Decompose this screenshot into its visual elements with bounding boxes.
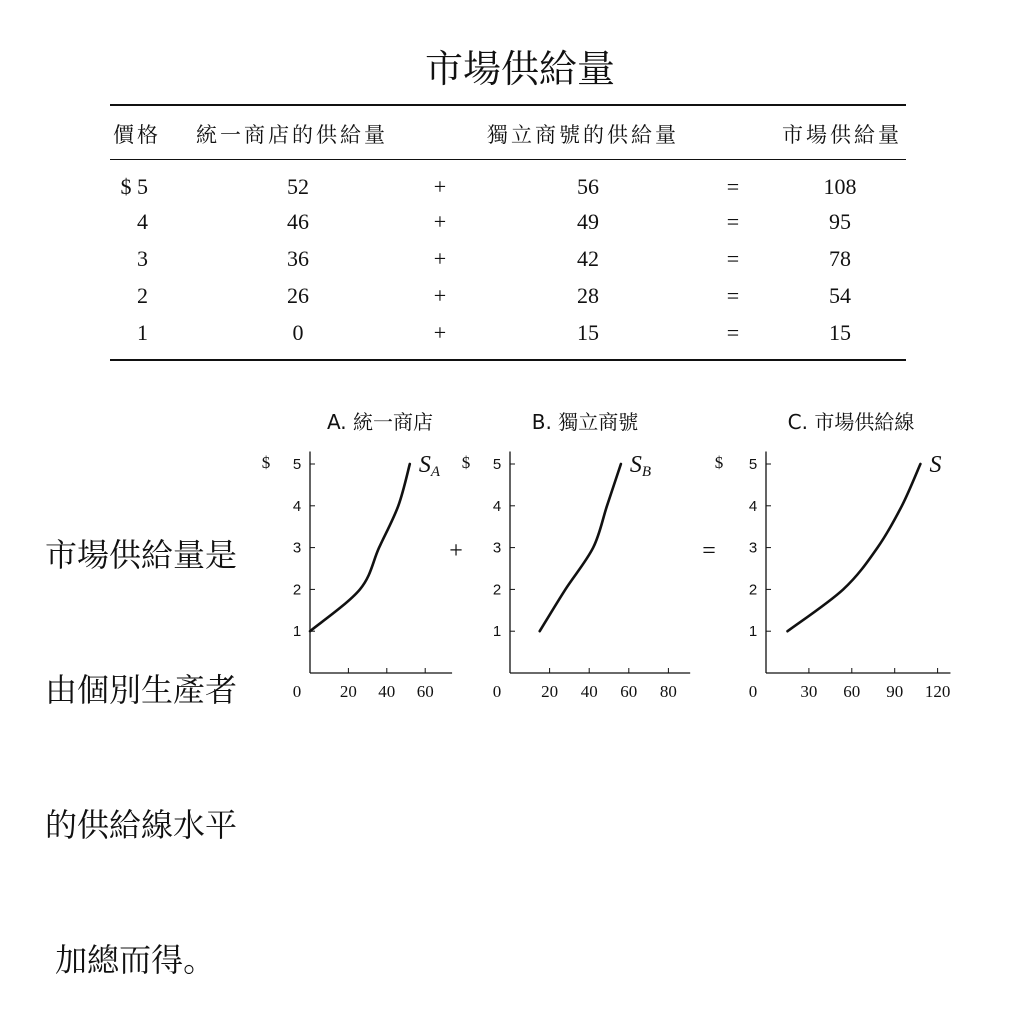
- chart-b-y-tick-label: 2: [492, 581, 502, 599]
- store-b-cell: 42: [577, 246, 599, 271]
- price-cell: 2: [137, 283, 148, 308]
- supply-curve-c: [788, 464, 921, 631]
- chart-b-y-tick-label: 5: [492, 456, 502, 473]
- chart-a-title: A. 統一商店: [326, 410, 434, 434]
- table-header-rule: [110, 159, 906, 160]
- chart-equals-operator: =: [702, 538, 716, 564]
- chart-a-x-tick-label: 0: [292, 682, 302, 701]
- chart-b-x-tick-label: 0: [492, 682, 502, 701]
- chart-c-x-tick-label: 30: [800, 682, 818, 701]
- store-b-cell: 56: [577, 174, 599, 199]
- store-b-cell: 28: [577, 283, 599, 308]
- chart-a: [262, 410, 452, 701]
- table-row: [0, 174, 1024, 200]
- chart-c-x-tick-label: 60: [843, 682, 861, 701]
- store-a-cell: 36: [287, 246, 309, 271]
- table-row: [0, 283, 1024, 309]
- chart-b-x-tick-label: 60: [620, 682, 638, 701]
- curve-label-subscript: A: [430, 464, 441, 480]
- plus-sign: +: [433, 320, 447, 345]
- store-a-cell: 46: [287, 209, 309, 234]
- market-total-cell: 95: [829, 209, 851, 234]
- market-total-cell: 78: [829, 246, 851, 271]
- chart-c-y-tick-label: 4: [748, 497, 758, 515]
- table-row: [0, 320, 1024, 346]
- chart-a-x-tick-label: 20: [339, 682, 357, 701]
- chart-a-x-tick-label: 40: [378, 682, 396, 701]
- header-store-a-supply: 統一商店的供給量: [196, 123, 388, 147]
- page-title: 市場供給量: [424, 47, 615, 91]
- plus-sign: +: [433, 174, 447, 199]
- chart-a-y-tick-label: 1: [292, 623, 302, 641]
- chart-plus-operator: +: [449, 538, 463, 564]
- header-market-supply: 市場供給量: [782, 123, 902, 147]
- plus-sign: +: [433, 246, 447, 271]
- chart-b: [462, 410, 690, 701]
- market-total-cell: 15: [829, 320, 851, 345]
- explanation-note: [45, 443, 237, 1028]
- chart-b-x-tick-label: 20: [541, 682, 559, 701]
- chart-a-y-tick-label: 2: [292, 581, 302, 599]
- chart-b-y-tick-label: 3: [492, 539, 502, 557]
- price-cell: 3: [137, 246, 148, 271]
- market-total-cell: 54: [829, 283, 851, 308]
- table-row: [0, 209, 1024, 235]
- equals-sign: =: [726, 246, 740, 271]
- equals-sign: =: [726, 283, 740, 308]
- chart-c-title: C. 市場供給線: [787, 410, 915, 434]
- chart-b-x-tick-label: 40: [580, 682, 598, 701]
- store-a-cell: 0: [292, 320, 304, 345]
- equals-sign: =: [726, 209, 740, 234]
- curve-label-main: S: [418, 452, 431, 478]
- price-cell: 1: [137, 320, 148, 345]
- chart-a-y-tick-label: 4: [292, 497, 302, 515]
- chart-c-y-tick-label: 5: [748, 456, 758, 473]
- price-cell: 4: [137, 209, 148, 234]
- chart-c-x-tick-label: 120: [924, 682, 951, 701]
- chart-b-y-tick-label: 1: [492, 623, 502, 641]
- supply-curve-c-label: [929, 452, 941, 478]
- chart-c-y-axis-label: $: [714, 453, 724, 472]
- note-line: 市場供給量是: [45, 536, 238, 574]
- chart-a-y-tick-label: 3: [292, 539, 302, 557]
- table-row: [0, 246, 1024, 272]
- plus-sign: +: [433, 283, 447, 308]
- chart-b-y-axis-label: $: [461, 453, 471, 472]
- chart-c-x-tick-label: 90: [886, 682, 904, 701]
- chart-a-y-axis-label: $: [261, 453, 271, 472]
- market-total-cell: 108: [823, 174, 857, 199]
- table-top-rule: [110, 104, 906, 106]
- chart-b-title: B. 獨立商號: [531, 410, 639, 434]
- plus-sign: +: [433, 209, 447, 234]
- chart-a-y-tick-label: 5: [292, 456, 302, 473]
- chart-b-x-tick-label: 80: [659, 682, 677, 701]
- note-line: 加總而得。: [45, 941, 216, 979]
- chart-b-y-tick-label: 4: [492, 497, 502, 515]
- chart-a-x-tick-label: 60: [416, 682, 434, 701]
- store-a-cell: 52: [287, 174, 309, 199]
- store-a-cell: 26: [287, 283, 309, 308]
- note-line: 的供給線水平: [45, 806, 238, 844]
- supply-curve-a: [310, 464, 410, 631]
- store-b-cell: 15: [577, 320, 599, 345]
- curve-label-main: S: [629, 452, 642, 478]
- store-b-cell: 49: [577, 209, 599, 234]
- supply-curve-b-label: [630, 452, 651, 480]
- header-store-b-supply: 獨立商號的供給量: [487, 123, 679, 147]
- curve-label-subscript: B: [641, 464, 652, 480]
- note-line: 由個別生產者: [45, 671, 238, 709]
- price-cell: $ 5: [120, 174, 148, 199]
- equals-sign: =: [726, 320, 740, 345]
- supply-curve-b: [540, 464, 621, 631]
- curve-label-main: S: [929, 452, 942, 478]
- table-bottom-rule: [110, 359, 906, 361]
- chart-c: [715, 410, 951, 701]
- chart-c-y-tick-label: 2: [748, 581, 758, 599]
- equals-sign: =: [726, 174, 740, 199]
- header-price: 價格: [113, 123, 161, 147]
- chart-c-y-tick-label: 3: [748, 539, 758, 557]
- chart-c-y-tick-label: 1: [748, 623, 758, 641]
- chart-c-x-tick-label: 0: [748, 682, 758, 701]
- supply-curve-a-label: [419, 452, 441, 480]
